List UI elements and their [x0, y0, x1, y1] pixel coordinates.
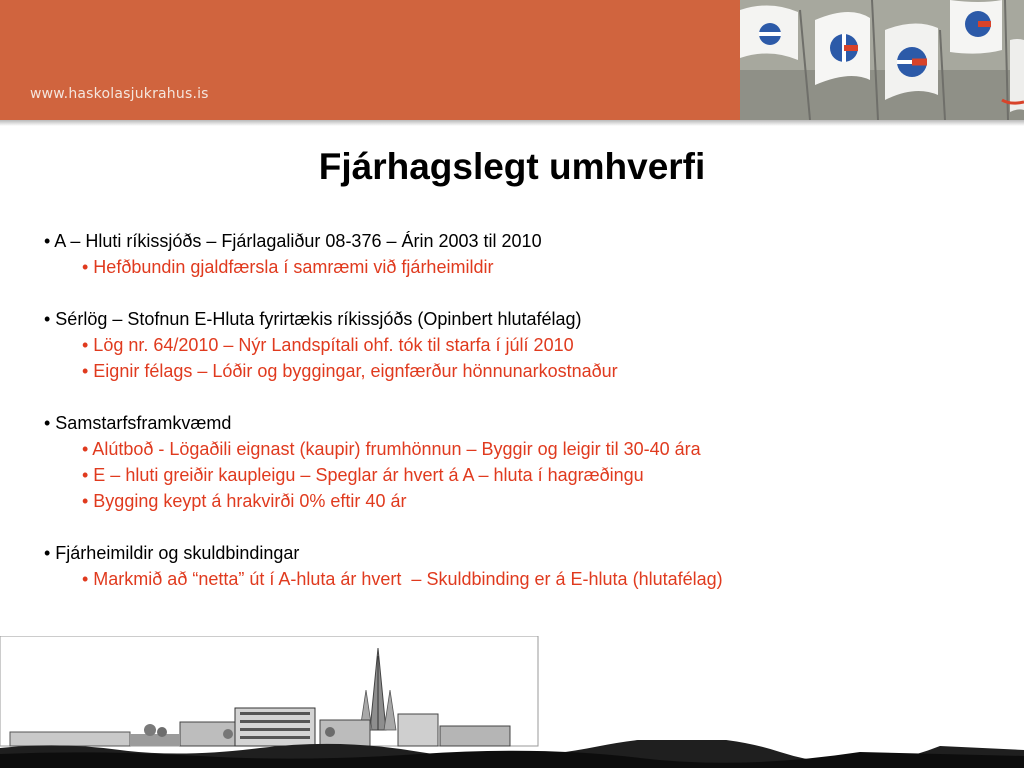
- sub-bullet-item: • E – hluti greiðir kaupleigu – Speglar ár hvert á A – hluta í hagræðingu: [82, 465, 644, 485]
- footer-dark-strip: [0, 740, 1024, 768]
- header-shadow: [0, 120, 1024, 126]
- slide-title: Fjárhagslegt umhverfi: [318, 146, 706, 187]
- sub-bullet-item: • Bygging keypt á hrakvirði 0% eftir 40 ár: [82, 491, 407, 511]
- bullet-item: • A – Hluti ríkissjóðs – Fjárlagaliður 08-376 – Árin 2003 til 2010: [44, 231, 542, 251]
- sub-bullet-item: • Markmið að “netta” út í A-hluta ár hvert – Skuldbinding er á E-hluta (hlutafélag): [82, 569, 723, 589]
- sub-bullet-item: • Alútboð - Lögaðili eignast (kaupir) frumhönnun – Byggir og leigir til 30-40 ára: [82, 439, 701, 459]
- flags-photo: [740, 0, 1024, 120]
- bullet-list: [44, 228, 1004, 592]
- sub-bullet-item: • Lög nr. 64/2010 – Nýr Landspítali ohf. tók til starfa í júlí 2010: [82, 335, 574, 355]
- site-url: www.haskolasjukrahus.is: [30, 86, 209, 102]
- header-banner: [0, 0, 740, 120]
- bullet-item: • Sérlög – Stofnun E-Hluta fyrirtækis ríkissjóðs (Opinbert hlutafélag): [44, 309, 582, 329]
- bullet-item: • Fjárheimildir og skuldbindingar: [44, 543, 300, 563]
- sub-bullet-item: • Hefðbundin gjaldfærsla í samræmi við fjárheimildir: [82, 257, 494, 277]
- bullet-item: • Samstarfsframkvæmd: [44, 413, 232, 433]
- sub-bullet-item: • Eignir félags – Lóðir og byggingar, eignfærður hönnunarkostnaður: [82, 361, 618, 381]
- building-drawing: [0, 636, 540, 756]
